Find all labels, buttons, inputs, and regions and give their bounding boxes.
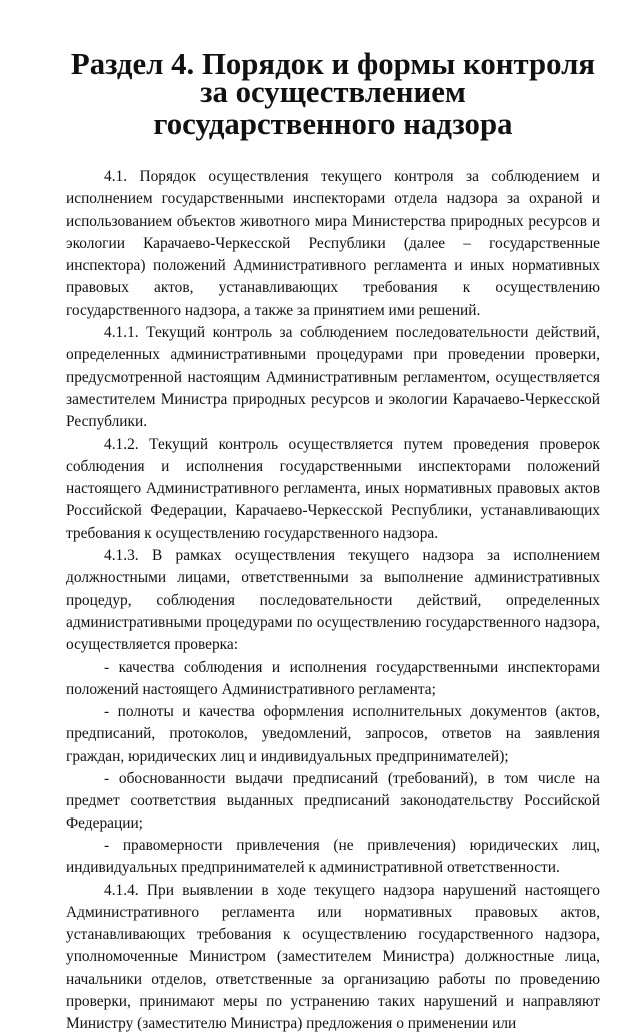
list-item-validity: - обоснованности выдачи предписаний (требований), в том числе на предмет соответствия выданных предписаний законодательству Российской Федерации; bbox=[66, 770, 600, 832]
paragraph-4-1-2: 4.1.2. Текущий контроль осуществляется путем проведения проверок соблюдения и исполнения государственными инспекторами положений настоящего Административного регламента, иных нормативных правовых актов Российской Федерации, Карачаево-Черкесской Республики, устанавливающих требования к осуществлению государственного надзора. bbox=[66, 435, 600, 542]
paragraph-4-1-4: 4.1.4. При выявлении в ходе текущего надзора нарушений настоящего Административного регламента или нормативных правовых актов, устанавливающих требования к осуществлению государственного надзора, уполномоченные Министром (заместителем Министра) должностные лица, начальники отделов, ответственные за организацию работы по проведению проверки, принимают меры по устранению таких нарушений и направляют Министру (заместителю Министра) предложения о применении или bbox=[66, 881, 600, 1033]
section-heading bbox=[66, 47, 600, 141]
document-page bbox=[66, 47, 600, 1036]
section-heading-line-1: Раздел 4. Порядок и формы контроля за осуществлением bbox=[70, 47, 596, 109]
list-item-legality: - правомерности привлечения (не привлечения) юридических лиц, индивидуальных предпринимателей к административной ответственности. bbox=[66, 836, 600, 877]
paragraph-4-1-3: 4.1.3. В рамках осуществления текущего надзора за исполнением должностными лицами, ответственными за выполнение административных процедур, соблюдения последовательности действий, определенных административными процедурами по осуществлению государственного надзора, осуществляется проверка: bbox=[66, 547, 600, 654]
paragraph-4-1: 4.1. Порядок осуществления текущего контроля за соблюдением и исполнением государственными инспекторами отдела надзора за охраной и использованием объектов животного мира Министерства природных ресурсов и экологии Карачаево-Черкесской Республики (далее – государственные инспектора) положений Административного регламента и иных нормативных правовых актов, устанавливающих требования к осуществлению государственного надзора, а также за принятием ими решений. bbox=[66, 168, 600, 319]
section-heading-line-2: государственного надзора bbox=[153, 107, 513, 141]
paragraph-4-1-1: 4.1.1. Текущий контроль за соблюдением последовательности действий, определенных административными процедурами при проведении проверки, предусмотренной настоящим Административным регламентом, осуществляется заместителем Министра природных ресурсов и экологии Карачаево-Черкесской Республики. bbox=[66, 324, 600, 431]
list-item-completeness: - полноты и качества оформления исполнительных документов (актов, предписаний, протоколов, уведомлений, запросов, ответов на заявления граждан, юридических лиц и индивидуальных предпринимателей); bbox=[66, 703, 600, 765]
document-body bbox=[66, 166, 600, 1036]
list-item-quality: - качества соблюдения и исполнения государственными инспекторами положений настоящего Административного регламента; bbox=[66, 658, 600, 698]
